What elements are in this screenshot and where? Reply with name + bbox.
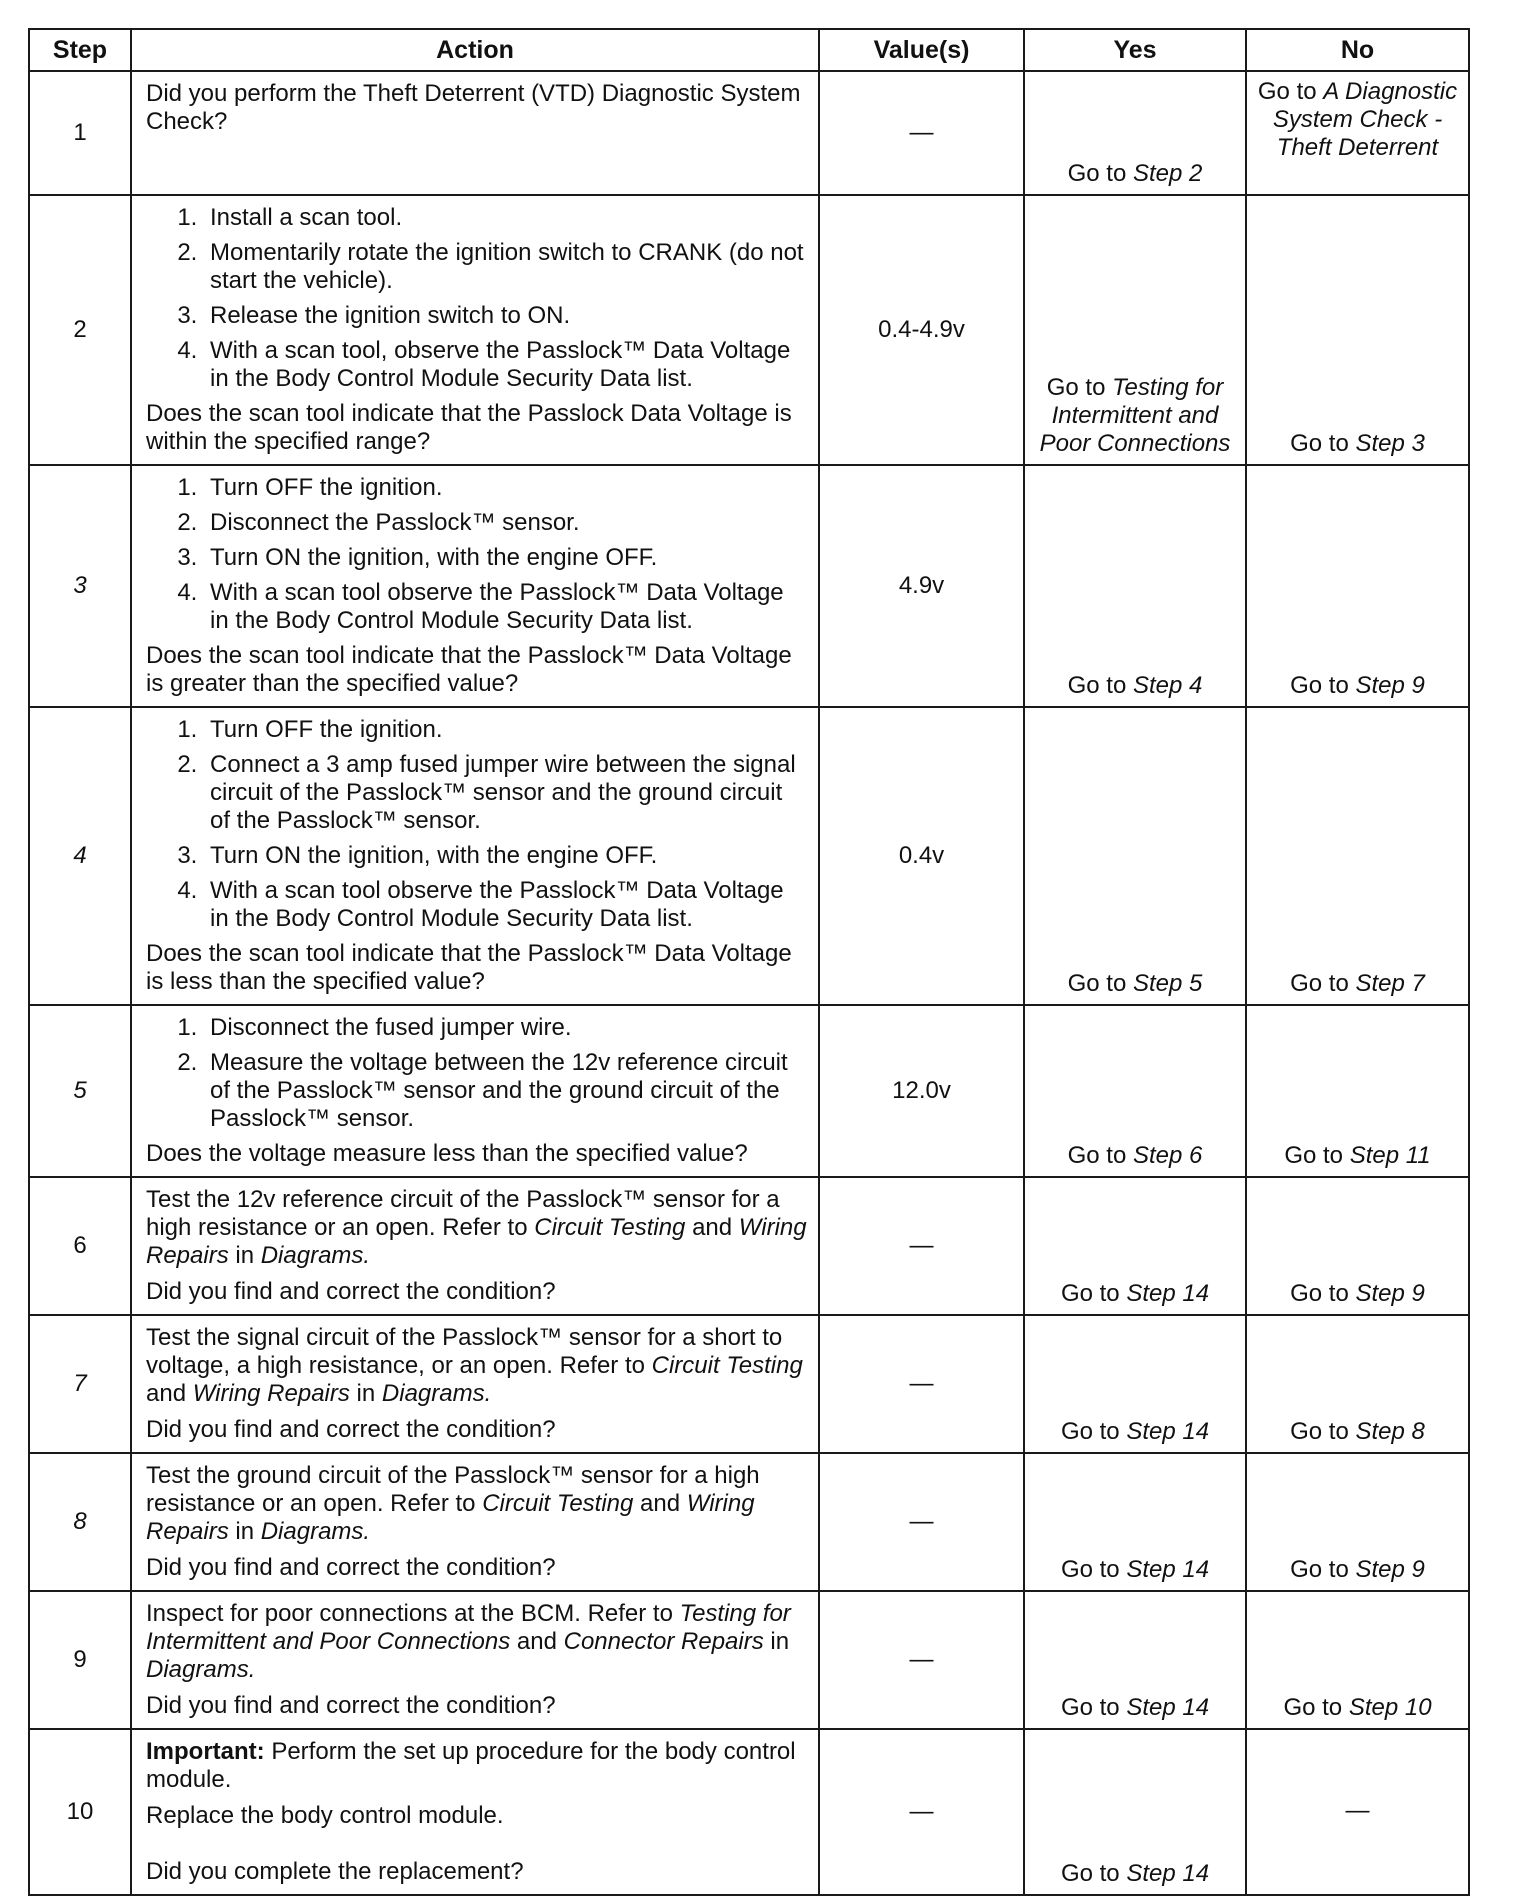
action-instruction [146,1324,808,1408]
step-number: 3 [29,465,131,707]
yes-prefix: Go to [1067,672,1133,699]
header-action: Action [131,29,819,71]
header-yes: Yes [1024,29,1246,71]
action-cell [131,1453,819,1591]
no-step-link[interactable]: Step 8 [1355,1418,1425,1445]
yes-prefix: Go to [1067,160,1133,187]
no-step-link[interactable]: Step 9 [1355,672,1425,699]
instruction-text: in [228,1518,261,1545]
yes-cell [1024,71,1246,195]
value-cell: — [819,71,1024,195]
action-cell [131,465,819,707]
action-step-item: 4. With a scan tool observe the Passlock™ Data Voltage in the Body Control Module Security Data list. [204,877,808,933]
table-row [29,465,1469,707]
step-number: 8 [29,1453,131,1591]
step-number: 2 [29,195,131,465]
reference-link[interactable]: Diagrams [381,1380,485,1407]
action-question: Does the voltage measure less than the specified value? [146,1140,748,1167]
yes-step-link[interactable]: Step 14 [1126,1280,1210,1307]
yes-prefix: Go to [1060,1694,1127,1721]
no-step-link[interactable]: Step 11 [1349,1142,1431,1169]
instruction-text: Test the signal circuit of the Passlock™ sensor for a short to voltage, a high resistance, or an open. Refer to [146,1324,783,1379]
no-prefix: Go to [1290,970,1356,997]
no-cell [1246,465,1469,707]
no-step-link[interactable]: Step 3 [1355,430,1425,457]
no-prefix: Go to [1290,1280,1356,1307]
action-question: Did you find and correct the condition? [146,1278,556,1305]
no-cell [1246,1453,1469,1591]
no-step-link[interactable]: Step 7 [1355,970,1425,997]
step-number: 1 [29,71,131,195]
no-step-link[interactable]: Step 9 [1355,1280,1425,1307]
important-note [146,1738,808,1794]
instruction-text: and [510,1628,564,1655]
reference-link[interactable]: Diagrams [260,1242,364,1269]
yes-cell [1024,465,1246,707]
instruction-text: in [763,1628,790,1655]
yes-cell [1024,1005,1246,1177]
action-step-item: 3. Turn ON the ignition, with the engine OFF. [204,842,808,870]
yes-cell [1024,1591,1246,1729]
table-row [29,71,1469,195]
table-row [29,1177,1469,1315]
action-step-item: 1. Disconnect the fused jumper wire. [204,1014,808,1042]
yes-cell [1024,1453,1246,1591]
value-cell: 12.0v [819,1005,1024,1177]
value-cell: — [819,1177,1024,1315]
table-row [29,1005,1469,1177]
action-steps [146,474,808,635]
action-question: Did you complete the replacement? [146,1858,524,1885]
instruction-text: Inspect for poor connections at the BCM. Refer to [146,1600,680,1627]
yes-prefix: Go to [1060,1556,1127,1583]
action-question: Did you find and correct the condition? [146,1554,556,1581]
action-step-item: 3. Release the ignition switch to ON. [204,302,808,330]
step-number: 7 [29,1315,131,1453]
header-values: Value(s) [819,29,1024,71]
instruction-text: . [363,1242,371,1269]
important-text: Perform the set up procedure for the body control module. [146,1738,796,1793]
yes-prefix: Go to [1060,1860,1127,1887]
instruction-text: in [228,1242,261,1269]
instruction-text: . [363,1518,371,1545]
yes-cell [1024,1729,1246,1895]
yes-prefix: Go to [1067,970,1133,997]
instruction-text: and [146,1380,193,1407]
reference-link[interactable]: Wiring Repairs [146,1214,807,1269]
instruction-text: . [484,1380,492,1407]
yes-step-link[interactable]: Step 14 [1126,1418,1210,1445]
yes-prefix: Go to [1067,1142,1133,1169]
action-cell [131,71,819,195]
no-step-link[interactable]: Step 9 [1355,1556,1425,1583]
yes-step-link[interactable]: Step 14 [1126,1860,1210,1887]
instruction-text: Test the 12v reference circuit of the Passlock™ sensor for a high resistance or an open. Refer to [146,1186,780,1241]
reference-link[interactable]: Circuit Testing [534,1214,686,1241]
no-cell [1246,71,1469,195]
instruction-text: and [633,1490,687,1517]
no-prefix: Go to [1290,430,1356,457]
action-step-item: 1. Turn OFF the ignition. [204,716,808,744]
yes-cell [1024,1177,1246,1315]
table-row [29,1591,1469,1729]
reference-link[interactable]: Diagrams [260,1518,364,1545]
action-step-item: 2. Momentarily rotate the ignition switch to CRANK (do not start the vehicle). [204,239,808,295]
table-row [29,1453,1469,1591]
action-cell [131,195,819,465]
instruction-text: Test the ground circuit of the Passlock™ sensor for a high resistance or an open. Refer to [146,1462,760,1517]
no-prefix: Go to [1284,1142,1350,1169]
no-cell: — [1246,1729,1469,1895]
no-step-link[interactable]: A Diagnostic System Check - Theft Deterrent [1272,78,1458,161]
reference-link[interactable]: Wiring Repairs [192,1380,350,1407]
table-row [29,707,1469,1005]
important-label: Important: [146,1738,265,1765]
yes-step-link[interactable]: Step 6 [1132,1142,1203,1169]
table-row [29,1729,1469,1895]
yes-prefix: Go to [1060,1280,1127,1307]
yes-step-link[interactable]: Step 14 [1126,1556,1210,1583]
yes-step-link[interactable]: Testing for Intermittent and Poor Connections [1039,374,1231,457]
no-cell [1246,195,1469,465]
value-cell: 4.9v [819,465,1024,707]
yes-prefix: Go to [1060,1418,1127,1445]
action-steps [146,1014,808,1133]
reference-link[interactable]: Circuit Testing [651,1352,803,1379]
value-cell: — [819,1591,1024,1729]
yes-cell [1024,195,1246,465]
table-row [29,1315,1469,1453]
action-question: Does the scan tool indicate that the Passlock Data Voltage is within the specified range? [146,400,792,455]
reference-link[interactable]: Wiring Repairs [146,1490,755,1545]
table-row [29,195,1469,465]
reference-link[interactable]: Diagrams [146,1656,249,1683]
step-number: 5 [29,1005,131,1177]
no-cell [1246,1591,1469,1729]
action-cell [131,1315,819,1453]
value-cell: — [819,1729,1024,1895]
yes-cell [1024,707,1246,1005]
no-prefix: Go to [1290,1556,1356,1583]
step-number: 10 [29,1729,131,1895]
step-number: 4 [29,707,131,1005]
action-instruction [146,1462,808,1546]
instruction-text: in [349,1380,382,1407]
step-number: 9 [29,1591,131,1729]
no-cell [1246,1177,1469,1315]
action-step-item: 2. Connect a 3 amp fused jumper wire between the signal circuit of the Passlock™ sensor and the ground circuit of the Passlock™ sensor. [204,751,808,835]
no-prefix: Go to [1290,672,1356,699]
action-question: Does the scan tool indicate that the Passlock™ Data Voltage is greater than the specified value? [146,642,792,697]
no-cell [1246,1315,1469,1453]
header-row [29,29,1469,71]
action-cell [131,1177,819,1315]
action-cell [131,1729,819,1895]
no-cell [1246,1005,1469,1177]
action-steps [146,716,808,933]
action-instruction [146,1186,808,1270]
value-cell: — [819,1453,1024,1591]
yes-cell [1024,1315,1246,1453]
diagnostic-table [28,28,1470,1896]
value-cell: 0.4-4.9v [819,195,1024,465]
yes-step-link[interactable]: Step 4 [1132,672,1203,699]
action-step-item: 1. Install a scan tool. [204,204,808,232]
reference-link[interactable]: Circuit Testing [482,1490,634,1517]
instruction-text: and [685,1214,739,1241]
instruction-text: . [248,1656,256,1683]
reference-link[interactable]: Connector Repairs [563,1628,764,1655]
yes-step-link[interactable]: Step 2 [1132,160,1203,187]
header-no: No [1246,29,1469,71]
no-cell [1246,707,1469,1005]
action-instruction: Replace the body control module. [146,1802,504,1829]
no-prefix: Go to [1290,1418,1356,1445]
action-step-item: 2. Disconnect the Passlock™ sensor. [204,509,808,537]
yes-prefix: Go to [1046,374,1113,401]
yes-step-link[interactable]: Step 5 [1132,970,1203,997]
value-cell: — [819,1315,1024,1453]
action-question: Did you find and correct the condition? [146,1416,556,1443]
action-step-item: 4. With a scan tool, observe the Passlock™ Data Voltage in the Body Control Module Security Data list. [204,337,808,393]
no-prefix: Go to [1283,1694,1349,1721]
action-steps [146,204,808,393]
value-cell: 0.4v [819,707,1024,1005]
action-step-item: 2. Measure the voltage between the 12v reference circuit of the Passlock™ sensor and the ground circuit of the Passlock™ sensor. [204,1049,808,1133]
action-cell [131,707,819,1005]
action-cell [131,1005,819,1177]
yes-step-link[interactable]: Step 14 [1126,1694,1210,1721]
reference-link[interactable]: Testing for Intermittent and Poor Connections [146,1600,791,1655]
header-step: Step [29,29,131,71]
action-cell [131,1591,819,1729]
action-step-item: 1. Turn OFF the ignition. [204,474,808,502]
step-number: 6 [29,1177,131,1315]
action-question: Did you perform the Theft Deterrent (VTD) Diagnostic System Check? [146,80,801,135]
action-step-item: 4. With a scan tool observe the Passlock™ Data Voltage in the Body Control Module Security Data list. [204,579,808,635]
action-step-item: 3. Turn ON the ignition, with the engine OFF. [204,544,808,572]
action-instruction [146,1600,808,1684]
action-question: Did you find and correct the condition? [146,1692,556,1719]
action-question: Does the scan tool indicate that the Passlock™ Data Voltage is less than the specified value? [146,940,792,995]
no-step-link[interactable]: Step 10 [1348,1694,1432,1721]
no-prefix: Go to [1257,78,1324,105]
